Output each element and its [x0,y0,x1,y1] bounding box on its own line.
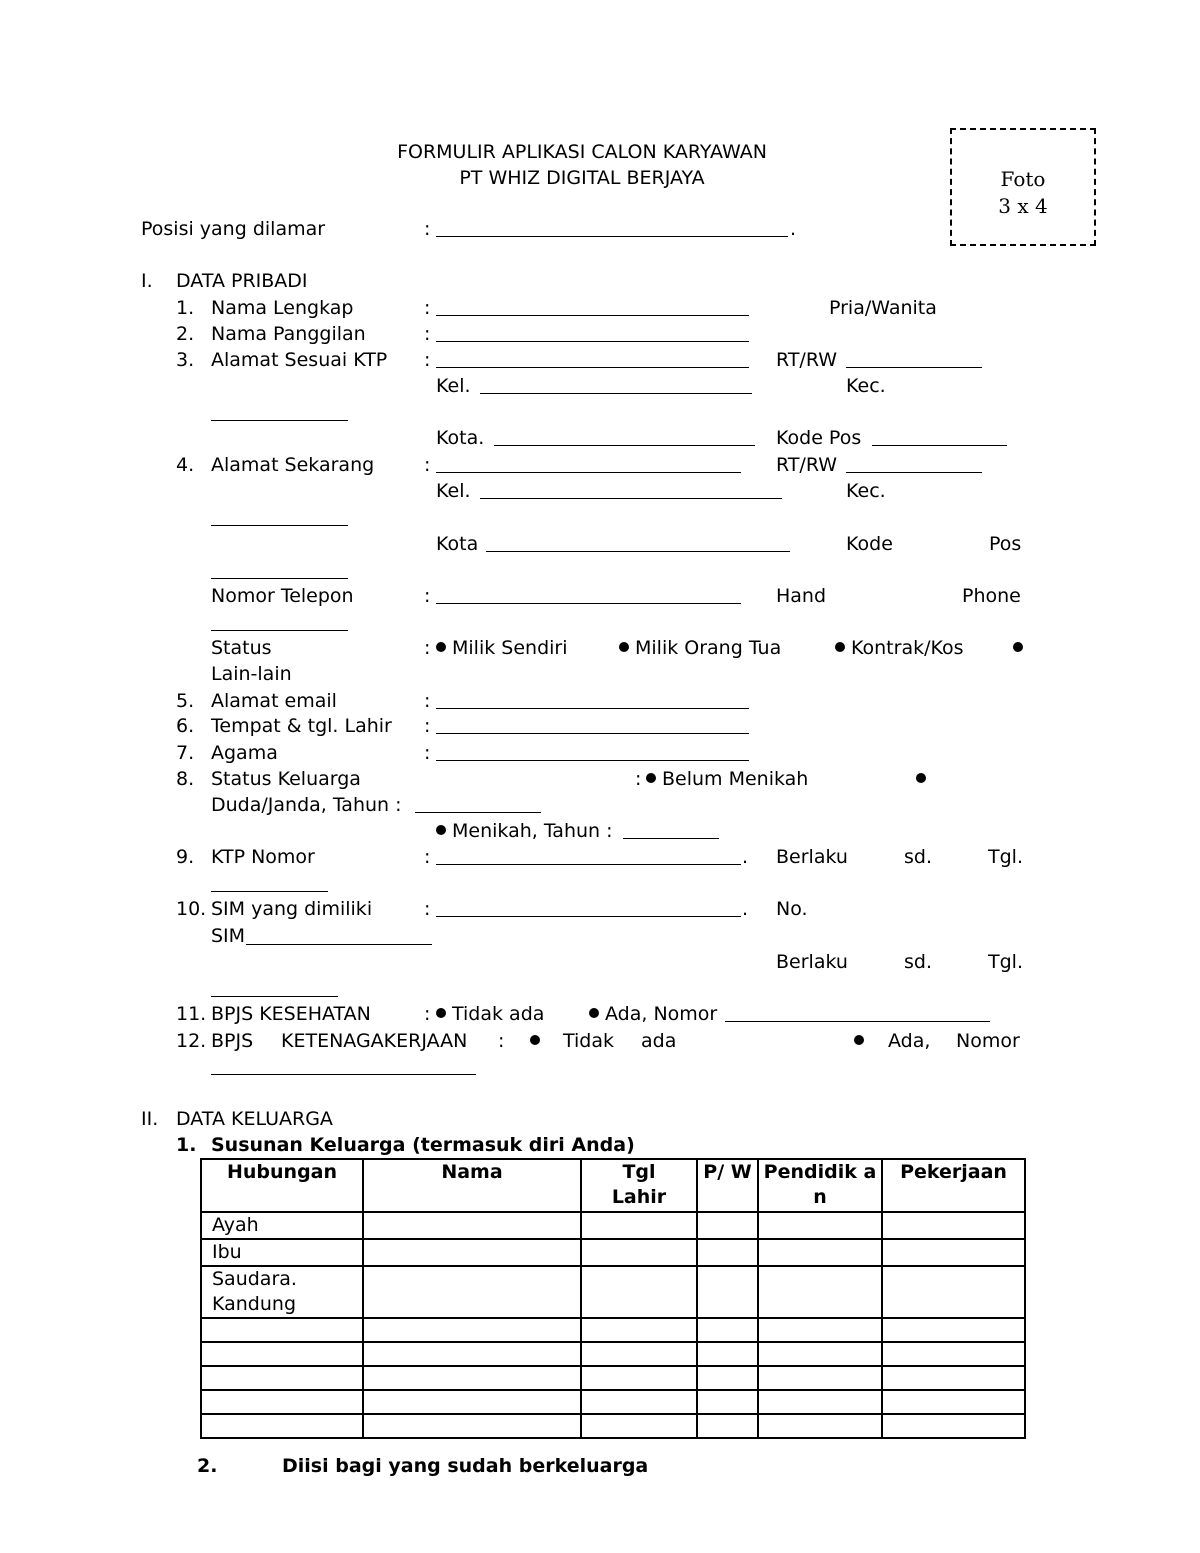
status-option-milik-sendiri[interactable] [436,637,568,659]
hubungan-cell[interactable] [201,1342,363,1366]
sd-label: sd. [904,951,932,973]
table-row [201,1318,1025,1342]
item-number: 1. [176,1134,197,1156]
table-cell[interactable] [697,1390,758,1414]
table-cell[interactable] [697,1414,758,1438]
table-cell[interactable] [581,1266,697,1318]
table-cell[interactable] [882,1414,1025,1438]
colon: : [424,715,431,737]
table-cell[interactable] [581,1212,697,1239]
sd-label: sd. [904,846,932,868]
hubungan-cell[interactable] [201,1390,363,1414]
bullet-icon [619,642,629,652]
period: . [790,218,797,240]
item-number: 11. [176,1003,207,1025]
kode-pos-input[interactable] [211,578,348,579]
item-number: 8. [176,768,195,790]
option-label: Kontrak/Kos [851,637,964,659]
table-cell[interactable] [882,1318,1025,1342]
form-title: FORMULIR APLIKASI CALON KARYAWAN [397,141,767,163]
section1-number: I. [141,270,153,292]
colon: : [424,323,431,345]
hand-label: Hand [776,585,827,607]
item-number: 7. [176,742,195,764]
option-tidak-ada[interactable] [530,1030,546,1052]
table-cell[interactable] [581,1414,697,1438]
table-row [201,1414,1025,1438]
status-option-lain-lain[interactable]: Lain-lain [211,663,292,685]
table-cell[interactable] [581,1342,697,1366]
item-number: 1. [176,297,195,319]
colon: : [424,218,431,240]
bullet-icon [916,773,926,783]
table-cell[interactable] [882,1266,1025,1318]
kota-input[interactable] [494,445,755,446]
table-cell[interactable] [697,1239,758,1266]
kel-label: Kel. [436,375,471,397]
col-tgl-lahir: Tgl Lahir [581,1159,697,1212]
table-cell[interactable] [758,1318,882,1342]
table-cell[interactable] [882,1342,1025,1366]
col-pw: P/ W [697,1159,758,1212]
rtrw-label: RT/RW [776,349,838,371]
rtrw-input[interactable] [846,472,982,473]
hubungan-cell[interactable]: Ayah [201,1212,363,1239]
colon: : [635,768,642,790]
option-label: Ada, Nomor [605,1003,718,1025]
ktp-tgl-input[interactable] [211,891,328,892]
bullet-icon [436,642,446,652]
hubungan-cell[interactable] [201,1366,363,1390]
period: . [742,846,749,868]
kode-pos-input[interactable] [872,445,1007,446]
option-duda-janda[interactable]: Duda/Janda, Tahun : [211,794,402,816]
option-tidak-label: Tidak [563,1030,615,1052]
kel-input[interactable] [480,498,782,499]
berlaku-label: Berlaku [776,846,848,868]
period: . [742,898,749,920]
no-label: No. [776,898,808,920]
table-cell[interactable] [758,1212,882,1239]
colon: : [424,297,431,319]
col-pendidikan: Pendidik an [758,1159,882,1212]
table-row [201,1366,1025,1390]
photo-size: 3 x 4 [998,194,1048,218]
table-cell[interactable] [882,1366,1025,1390]
kota-label: Kota. [436,427,485,449]
bpjs-ketenagakerjaan-input[interactable] [211,1074,476,1075]
table-cell[interactable] [697,1366,758,1390]
table-cell[interactable] [758,1266,882,1318]
nama-panggilan-label: Nama Panggilan [211,323,366,345]
item-number: 3. [176,349,195,371]
table-cell[interactable] [882,1390,1025,1414]
alamat-ktp-label: Alamat Sesuai KTP [211,349,388,371]
option-label: Menikah, Tahun : [452,820,613,842]
photo-label: Foto [1000,167,1046,191]
item-number: 2. [176,323,195,345]
colon: : [424,742,431,764]
option-ada-nomor[interactable] [589,1003,717,1025]
kec-input[interactable] [211,420,348,421]
option-ada-label: ada [641,1030,677,1052]
kel-label: Kel. [436,480,471,502]
col-nama: Nama [363,1159,581,1212]
status-option-lain-bullet[interactable] [1013,637,1029,659]
table-cell[interactable] [758,1414,882,1438]
colon: : [498,1030,505,1052]
table-cell[interactable] [758,1366,882,1390]
table-cell[interactable] [697,1318,758,1342]
table-cell[interactable] [882,1239,1025,1266]
table-header-row [201,1159,1025,1212]
bullet-icon [835,642,845,652]
tgl-label: Tgl. [988,846,1023,868]
colon: : [424,690,431,712]
table-cell[interactable] [363,1366,581,1390]
company-title: PT WHIZ DIGITAL BERJAYA [459,167,705,189]
option-label: Belum Menikah [662,768,809,790]
email-input[interactable] [436,708,749,709]
telepon-input[interactable] [436,603,741,604]
bullet-icon [589,1008,599,1018]
table-cell[interactable] [758,1239,882,1266]
section2-title: DATA KELUARGA [176,1108,333,1130]
option-ada-nomor[interactable] [854,1030,870,1052]
alamat-sekarang-input[interactable] [436,472,741,473]
hubungan-cell[interactable] [201,1318,363,1342]
bpjs-label: BPJS [211,1030,254,1052]
item-number: 6. [176,715,195,737]
option-nomor-text: Nomor [956,1030,1020,1052]
posisi-input[interactable] [436,236,788,237]
hubungan-cell[interactable]: Ibu [201,1239,363,1266]
table-cell[interactable] [363,1266,581,1318]
gender-option[interactable]: Pria/Wanita [829,297,937,319]
kota-input[interactable] [486,551,790,552]
status-label: Status [211,637,272,659]
bullet-icon [646,773,656,783]
family-table [200,1158,1026,1439]
table-cell[interactable] [363,1414,581,1438]
table-cell[interactable] [363,1239,581,1266]
col-hubungan: Hubungan [201,1159,363,1212]
table-row [201,1212,1025,1239]
table-cell[interactable] [581,1390,697,1414]
bullet-icon [530,1035,540,1045]
nama-panggilan-input[interactable] [436,341,749,342]
colon: : [424,454,431,476]
tgl-label: Tgl. [988,951,1023,973]
item-number: 5. [176,690,195,712]
table-cell[interactable] [581,1366,697,1390]
option-label: Milik Orang Tua [635,637,782,659]
colon: : [424,637,431,659]
table-row [201,1239,1025,1266]
susunan-keluarga-title: Susunan Keluarga (termasuk diri Anda) [211,1134,635,1156]
ttl-label: Tempat & tgl. Lahir [211,715,392,737]
table-cell[interactable] [697,1212,758,1239]
status-keluarga-label: Status Keluarga [211,768,361,790]
option-label: Milik Sendiri [452,637,568,659]
hubungan-cell[interactable] [201,1414,363,1438]
kec-label: Kec. [846,480,886,502]
bullet-icon [854,1035,864,1045]
option-tidak-ada[interactable] [436,1003,544,1025]
table-cell[interactable] [697,1342,758,1366]
table-row [201,1266,1025,1318]
colon: : [424,898,431,920]
table-cell[interactable] [882,1212,1025,1239]
item-number: 4. [176,454,195,476]
photo-box [950,128,1096,246]
nama-lengkap-label: Nama Lengkap [211,297,354,319]
colon: : [424,349,431,371]
bullet-icon [1013,642,1023,652]
status-option-kontrak[interactable] [835,637,964,659]
table-cell[interactable] [363,1390,581,1414]
table-cell[interactable] [758,1342,882,1366]
ketenagakerjaan-label: KETENAGAKERJAAN [281,1030,468,1052]
rtrw-input[interactable] [846,367,982,368]
agama-input[interactable] [436,760,749,761]
item-number: 2. [197,1455,218,1477]
ttl-input[interactable] [436,733,749,734]
nama-lengkap-input[interactable] [436,315,749,316]
duda-janda-tahun-input[interactable] [415,812,541,813]
table-cell[interactable] [363,1212,581,1239]
section2-number: II. [141,1108,159,1130]
table-cell[interactable] [697,1266,758,1318]
colon: : [424,585,431,607]
table-cell[interactable] [581,1318,697,1342]
bullet-icon [436,825,446,835]
table-row [201,1342,1025,1366]
table-row [201,1390,1025,1414]
agama-label: Agama [211,742,278,764]
kec-label: Kec. [846,375,886,397]
ktp-input[interactable] [436,864,741,865]
sim-no-input[interactable] [246,944,432,945]
telepon-label: Nomor Telepon [211,585,354,607]
rtrw-label: RT/RW [776,454,838,476]
bpjs-kesehatan-input[interactable] [725,1021,990,1022]
colon: : [424,846,431,868]
table-cell[interactable] [363,1342,581,1366]
table-cell[interactable] [363,1318,581,1342]
posisi-label: Posisi yang dilamar [141,218,326,240]
phone-label: Phone [962,585,1021,607]
item-number: 12. [176,1030,207,1052]
ktp-label: KTP Nomor [211,846,315,868]
kode-pos-label: Kode Pos [776,427,862,449]
bpjs-kesehatan-label: BPJS KESEHATAN [211,1003,371,1025]
kel-input[interactable] [480,393,752,394]
kota-label: Kota [436,533,479,555]
table-cell[interactable] [758,1390,882,1414]
option-label: Tidak ada [452,1003,545,1025]
option-belum-menikah[interactable] [646,768,808,790]
handphone-input[interactable] [211,630,348,631]
hubungan-cell[interactable]: Saudara. Kandung [201,1266,363,1318]
sim-label: SIM yang dimiliki [211,898,373,920]
colon: : [424,1003,431,1025]
berlaku-label: Berlaku [776,951,848,973]
sim-input[interactable] [436,916,741,917]
menikah-tahun-input[interactable] [623,838,719,839]
option-menikah[interactable] [436,820,613,842]
status-option-milik-orang-tua[interactable] [619,637,781,659]
email-label: Alamat email [211,690,337,712]
section1-title: DATA PRIBADI [176,270,308,292]
alamat-ktp-input[interactable] [436,367,749,368]
col-pekerjaan: Pekerjaan [882,1159,1025,1212]
berkeluarga-title: Diisi bagi yang sudah berkeluarga [282,1455,649,1477]
item-number: 10. [176,898,207,920]
table-cell[interactable] [581,1239,697,1266]
alamat-sekarang-label: Alamat Sekarang [211,454,375,476]
kec-input[interactable] [211,525,348,526]
sim-no-label: SIM [211,925,246,947]
item-number: 9. [176,846,195,868]
pos-label: Pos [989,533,1022,555]
bullet-icon [436,1008,446,1018]
option-duda-janda-bullet[interactable] [916,768,932,790]
option-ada-text: Ada, [888,1030,931,1052]
kode-label: Kode [846,533,893,555]
sim-tgl-input[interactable] [211,996,338,997]
